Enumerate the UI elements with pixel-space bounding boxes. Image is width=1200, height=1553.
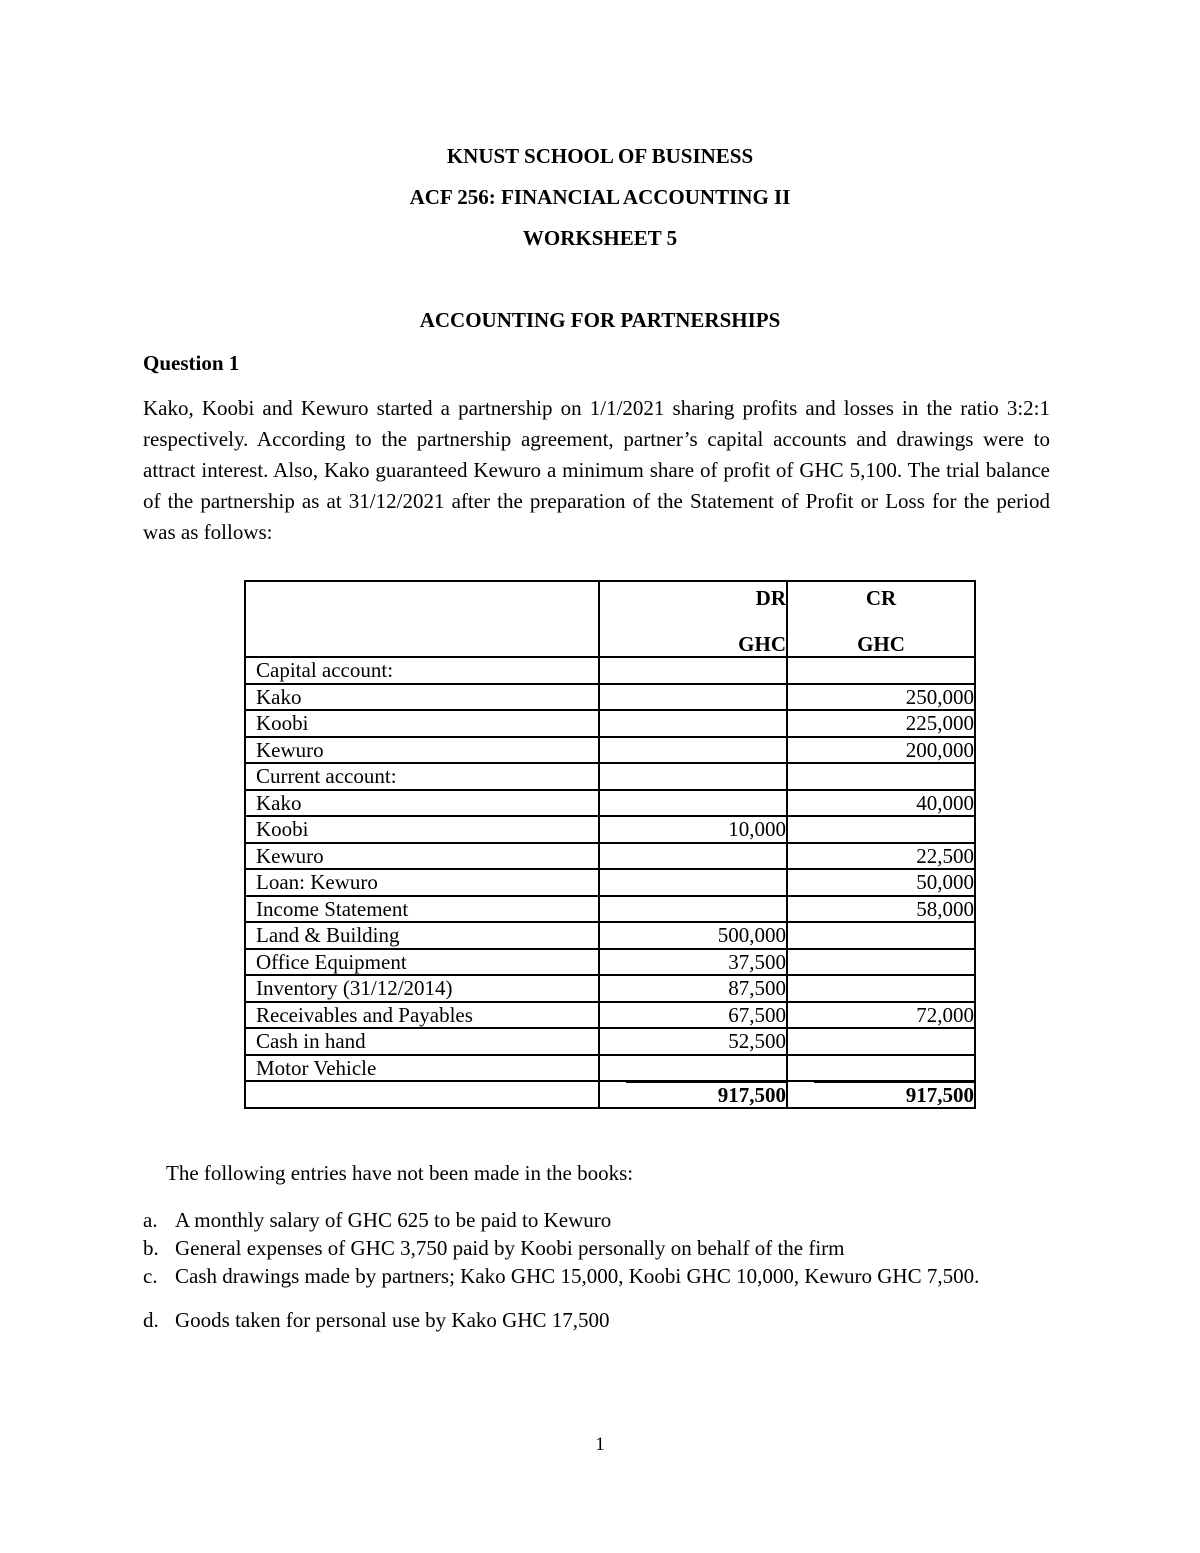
- cr-amount: 250,000: [787, 684, 975, 711]
- account-label: Motor Vehicle: [245, 1055, 599, 1082]
- list-item: [143, 1306, 1043, 1334]
- total-dr-cell: [599, 1081, 787, 1108]
- entries-intro: The following entries have not been made in the books:: [166, 1161, 634, 1185]
- cr-amount: 72,000: [787, 1002, 975, 1029]
- cr-amount: [787, 1055, 975, 1082]
- cr-amount: 40,000: [787, 790, 975, 817]
- dr-amount: 87,500: [599, 975, 787, 1002]
- table-row: [245, 975, 975, 1002]
- cr-amount: [787, 949, 975, 976]
- dr-heading: DR: [755, 586, 786, 610]
- worksheet-heading: WORKSHEET 5: [522, 226, 678, 250]
- table-header-row: [245, 581, 975, 657]
- dr-amount: 500,000: [599, 922, 787, 949]
- table-row: [245, 684, 975, 711]
- table-row: [245, 869, 975, 896]
- table-row: [245, 1055, 975, 1082]
- topic-heading: ACCOUNTING FOR PARTNERSHIPS: [419, 308, 781, 332]
- account-label: Land & Building: [245, 922, 599, 949]
- cr-amount: [787, 657, 975, 684]
- account-label: Office Equipment: [245, 949, 599, 976]
- cr-unit: GHC: [857, 632, 905, 656]
- list-item: [143, 1262, 1043, 1290]
- dr-amount: [599, 684, 787, 711]
- total-label-cell: [245, 1081, 599, 1108]
- table-row: [245, 922, 975, 949]
- list-marker: b.: [143, 1236, 159, 1260]
- dr-amount: [599, 896, 787, 923]
- dr-amount: 52,500: [599, 1028, 787, 1055]
- dr-amount: 37,500: [599, 949, 787, 976]
- table-row: [245, 657, 975, 684]
- account-label: Receivables and Payables: [245, 1002, 599, 1029]
- dr-amount: [599, 763, 787, 790]
- cr-amount: [787, 763, 975, 790]
- dr-amount: [599, 710, 787, 737]
- cr-amount: [787, 975, 975, 1002]
- school-heading: KNUST SCHOOL OF BUSINESS: [446, 144, 754, 168]
- cr-amount: [787, 816, 975, 843]
- dr-amount: 67,500: [599, 1002, 787, 1029]
- table-row: [245, 949, 975, 976]
- total-dr: 917,500: [626, 1082, 786, 1107]
- table-row: [245, 1002, 975, 1029]
- total-row: [245, 1081, 975, 1108]
- dr-amount: 10,000: [599, 816, 787, 843]
- table-row: [245, 1028, 975, 1055]
- page-number: 1: [595, 1434, 605, 1455]
- dr-amount: [599, 869, 787, 896]
- account-label: Income Statement: [245, 896, 599, 923]
- account-label: Kako: [245, 790, 599, 817]
- account-label: Current account:: [245, 763, 599, 790]
- table-row: [245, 816, 975, 843]
- trial-balance-table: [244, 580, 976, 1109]
- header-dr-cell: [599, 581, 787, 657]
- list-text: A monthly salary of GHC 625 to be paid to Kewuro: [175, 1208, 612, 1232]
- cr-amount: 50,000: [787, 869, 975, 896]
- account-label: Koobi: [245, 816, 599, 843]
- table-row: [245, 790, 975, 817]
- dr-amount: [599, 737, 787, 764]
- table-row: [245, 896, 975, 923]
- cr-amount: 22,500: [787, 843, 975, 870]
- cr-amount: [787, 1028, 975, 1055]
- header-label-cell: [245, 581, 599, 657]
- list-text: Goods taken for personal use by Kako GHC 17,500: [175, 1308, 610, 1332]
- list-text: Cash drawings made by partners; Kako GHC 15,000, Koobi GHC 10,000, Kewuro GHC 7,500.: [175, 1264, 980, 1288]
- dr-unit: GHC: [738, 632, 786, 656]
- account-label: Loan: Kewuro: [245, 869, 599, 896]
- cr-amount: 58,000: [787, 896, 975, 923]
- account-label: Cash in hand: [245, 1028, 599, 1055]
- account-label: Kewuro: [245, 843, 599, 870]
- list-item: [143, 1206, 1043, 1234]
- account-label: Kewuro: [245, 737, 599, 764]
- table-row: [245, 710, 975, 737]
- cr-amount: 225,000: [787, 710, 975, 737]
- list-marker: c.: [143, 1264, 158, 1288]
- cr-heading: CR: [865, 586, 897, 610]
- question-intro: Kako, Koobi and Kewuro started a partnership on 1/1/2021 sharing profits and losses in the ratio 3:2:1 respectively. According to the partnership agreement, partner’s capital accounts and drawings were to attract interest. Also, Kako guaranteed Kewuro a minimum share of profit of GHC 5,100. The trial balance of the partnership as at 31/12/2021 after the preparation of the Statement of Profit or Loss for the period was as follows:: [143, 396, 1050, 544]
- table-row: [245, 737, 975, 764]
- dr-amount: [599, 843, 787, 870]
- account-label: Koobi: [245, 710, 599, 737]
- dr-amount: [599, 790, 787, 817]
- list-item: [143, 1234, 1043, 1262]
- question-title: Question 1: [143, 351, 240, 375]
- table-row: [245, 763, 975, 790]
- table-row: [245, 843, 975, 870]
- cr-amount: [787, 922, 975, 949]
- list-marker: d.: [143, 1308, 159, 1332]
- account-label: Inventory (31/12/2014): [245, 975, 599, 1002]
- list-marker: a.: [143, 1208, 158, 1232]
- entries-list: [143, 1206, 1043, 1334]
- account-label: Capital account:: [245, 657, 599, 684]
- total-cr: 917,500: [814, 1082, 974, 1107]
- dr-amount: [599, 1055, 787, 1082]
- cr-amount: 200,000: [787, 737, 975, 764]
- dr-amount: [599, 657, 787, 684]
- list-text: General expenses of GHC 3,750 paid by Koobi personally on behalf of the firm: [175, 1236, 845, 1260]
- course-heading: ACF 256: FINANCIAL ACCOUNTING II: [409, 185, 791, 209]
- account-label: Kako: [245, 684, 599, 711]
- header-cr-cell: [787, 581, 975, 657]
- total-cr-cell: [787, 1081, 975, 1108]
